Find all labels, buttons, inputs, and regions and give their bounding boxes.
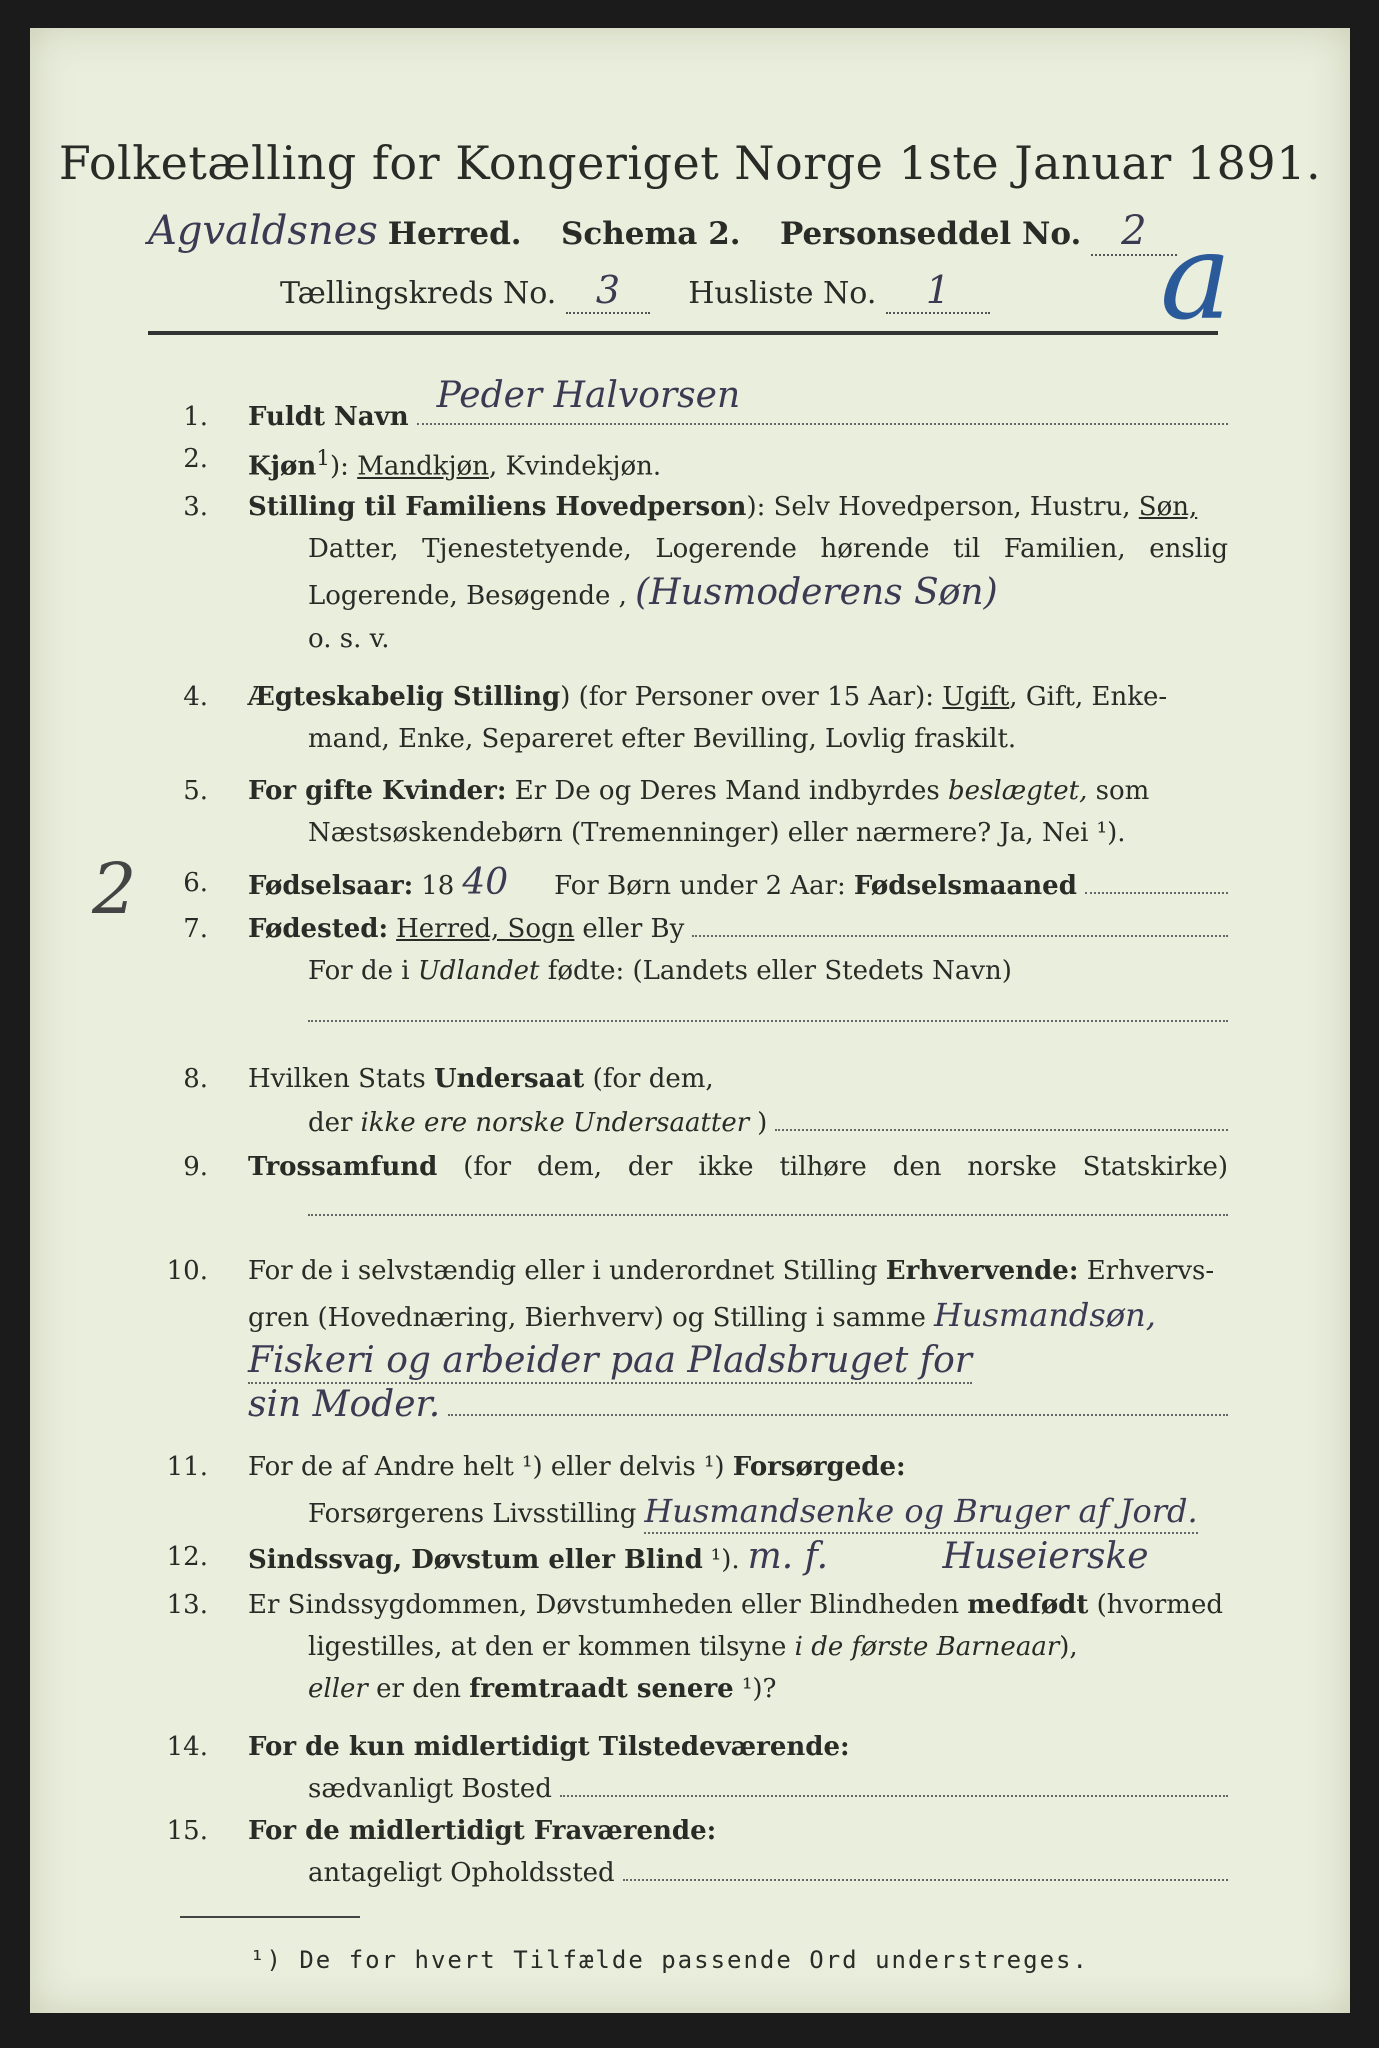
selected-option: Herred, Sogn [396, 914, 575, 944]
item-label: For de midlertidigt Fraværende: [248, 1816, 717, 1846]
item-text: Forsørgerens Livsstilling [308, 1499, 637, 1529]
footnote-ref: 1 [316, 446, 331, 471]
corner-mark: a [1160, 208, 1232, 347]
item-label: Undersaat [433, 1064, 585, 1094]
item-text: For Børn under 2 Aar: [554, 871, 846, 901]
item-label: Kjøn [248, 451, 317, 482]
item-text: Næstsøskendebørn (Tremenninger) eller nærmere? Ja, Nei ¹). [308, 818, 1126, 848]
answer-line [623, 1853, 1228, 1881]
item-text: eller By [582, 914, 685, 944]
item-number: 15. [166, 1816, 208, 1846]
item-label: For de kun midlertidigt Tilstedeværende: [248, 1732, 850, 1762]
item-label: Fødselsaar: [248, 871, 414, 901]
answer-line [775, 1103, 1228, 1131]
answer-line [308, 994, 1228, 1022]
item-number: 7. [183, 914, 208, 944]
occupation-handwritten-1: Husmandsøn, [933, 1296, 1156, 1334]
item-text: ) [757, 1108, 768, 1138]
item-label: Forsørgede: [732, 1452, 906, 1482]
item-number: 14. [166, 1732, 208, 1762]
kreds-label: Tællingskreds No. [280, 276, 557, 311]
personseddel-number: 2 [1091, 208, 1176, 256]
item-text: Logerende, Besøgende , [308, 581, 627, 611]
item-number: 1. [183, 402, 208, 432]
item-text: For de i [308, 956, 410, 986]
item-label: For gifte Kvinder: [248, 776, 507, 806]
schema-label: Schema 2. [560, 216, 741, 252]
header-rule [148, 331, 1218, 335]
item-text: ¹). [710, 1545, 740, 1575]
footnote-rule [180, 1916, 360, 1918]
item-label: Fødested: [248, 914, 389, 944]
item-text: Hvilken Stats [248, 1064, 426, 1094]
item-text: ) (for Personer over 15 Aar): [560, 682, 935, 712]
selected-option: Ugift [942, 682, 1010, 712]
item-number: 12. [166, 1542, 208, 1572]
item-text: fødte: (Landets eller Stedets Navn) [547, 956, 1012, 986]
item-label: Sindssvag, Døvstum eller Blind [248, 1545, 703, 1575]
answer-line [560, 1769, 1228, 1797]
item-text: Datter, Tjenestetyende, Logerende hørende til Familien, enslig [308, 534, 1228, 564]
item-text-italic: Udlandet [417, 956, 540, 986]
item-text-italic: eller [308, 1674, 368, 1704]
item-text: antageligt Opholdssted [308, 1858, 615, 1888]
header-row-kreds [280, 268, 990, 314]
item-text: o. s. v. [308, 624, 390, 654]
selected-option: Søn, [1138, 492, 1198, 522]
occupation-handwritten-2: Fiskeri og arbeider paa Pladsbruget for [248, 1340, 972, 1384]
answer-line [448, 1388, 1228, 1416]
item-number: 4. [183, 682, 208, 712]
margin-note: 2 [92, 848, 137, 930]
item-number: 5. [183, 776, 208, 806]
item-label: Stilling til Familiens Hovedperson [248, 492, 747, 522]
note-handwritten: m. f. Huseierske [747, 1536, 1149, 1577]
item-text: ligestilles, at den er kommen tilsyne [308, 1632, 787, 1662]
selected-option: Mandkjøn [357, 451, 489, 482]
item-label: Fødselsmaaned [853, 871, 1077, 901]
census-form: Folketælling for Kongeriget Norge 1ste Januar 1891. Agvaldsnes Herred. Schema 2. Personseddel No. 2 Tællingskreds No. 3 Husliste No. 1 a 2 1. Fuldt Navn Peder Halvorsen 2. Kjøn$^1$): Mandkjøn, Kvindekjøn. 3. Stilling til Familiens Hovedperson): Selv Hovedperson, Hustru, Søn, Datter, Tjenestetyende, Logerende hørende til Familien, enslig Logerende, Besøgende , (Husmoderens Søn) o. s. v. 4. Ægteskabelig Stilling) (for Personer over 15 Aar): Ugift, Gift, Enke- mand, Enke, Separeret efter Bevilling, Lovlig fraskilt. 5. For gifte Kvinder: Er De og Deres Mand indbyrdes beslægtet, som Næstsøskendebørn (Tremenninger) eller nærmere? Ja, Nei ¹). 6. Fødselsaar: 18 40 For Børn under 2 Aar: Fødselsmaaned 7. Fødested: Herred, Sogn eller By For de i Udlandet fødte: (Landets eller Stedets Navn) 8. Hvilken Stats Undersaat (for dem, der ikke ere norske Undersaatter ) 9. Trossamfund (for dem, der ikke tilhøre den norske Statskirke) 10. For de i selvstændig eller i underordnet Stilling Erhvervende: Erhvervs- gren (Hovednæring, Bierhverv) og Stilling i samme Husmandsøn, Fiskeri og arbeider paa Pladsbruget for sin Moder. 11. For de af Andre helt ¹) eller delvis ¹) Forsørgede: Forsørgerens Livsstilling Husmandsenke og Bruger af Jord. 12. Sindssvag, Døvstum eller Blind ¹). m. f. Huseierske 13. Er Sindssygdommen, Døvstumheden eller Blindheden medfødt (hvormed ligestilles, at den er kommen tilsyne i de første Barneaar), eller er den fremtraadt senere ¹)? 14. For de kun midlertidigt Tilstedeværende: sædvanligt Bosted 15. For de midlertidigt Fraværende: antageligt Opholdssted ¹) De for hvert Tilfælde passende Ord understreges. [30, 28, 1350, 2013]
item-label: fremtraadt senere [469, 1674, 734, 1704]
item-label: Trossamfund [248, 1152, 438, 1182]
item-text-italic: i de første Barneaar [794, 1632, 1060, 1662]
item-text: Er Sindssygdommen, Døvstumheden eller Blindheden [248, 1590, 960, 1620]
item-text-italic: ikke ere norske Undersaatter [360, 1108, 750, 1138]
item-text: (for dem, der ikke tilhøre den norske Statskirke) [463, 1152, 1228, 1182]
occupation-handwritten-3: sin Moder. [248, 1384, 441, 1425]
item-text: ), [1059, 1632, 1078, 1662]
item-text: , Kvindekjøn. [488, 451, 662, 482]
name-handwritten: Peder Halvorsen [436, 375, 741, 416]
item-number: 9. [183, 1152, 208, 1182]
form-title: Folketælling for Kongeriget Norge 1ste Januar 1891. [58, 136, 1322, 190]
answer-line [417, 375, 1228, 425]
item-text: (for dem, [592, 1064, 714, 1094]
item-text: For de i selvstændig eller i underordnet Stilling [248, 1256, 878, 1286]
personseddel-label: Personseddel No. [779, 216, 1082, 252]
answer-line [1085, 866, 1228, 894]
item-number: 11. [166, 1452, 208, 1482]
item-text: ): Selv Hovedperson, Hustru, [746, 492, 1131, 522]
item-text: , Gift, Enke- [1009, 682, 1168, 712]
husliste-label: Husliste No. [688, 276, 877, 311]
item-number: 6. [183, 868, 208, 898]
relation-handwritten: (Husmoderens Søn) [635, 572, 998, 613]
item-label: medfødt [967, 1590, 1089, 1620]
item-label: Erhvervende: [885, 1256, 1079, 1286]
item-text: gren (Hovednæring, Bierhverv) og Stilling i samme [248, 1303, 926, 1333]
item-text: sædvanligt Bosted [308, 1774, 552, 1804]
item-text: For de af Andre helt ¹) eller delvis ¹) [248, 1452, 725, 1482]
kreds-number: 3 [566, 268, 650, 314]
item-label: Fuldt Navn [248, 402, 409, 432]
item-number: 2. [183, 444, 208, 474]
answer-line [692, 909, 1228, 937]
item-number: 3. [183, 492, 208, 522]
item-text: som [1095, 776, 1150, 806]
item-text: er den [376, 1674, 461, 1704]
item-text: Er De og Deres Mand indbyrdes [514, 776, 940, 806]
item-text: mand, Enke, Separeret efter Bevilling, Lovlig fraskilt. [308, 724, 1017, 754]
item-text: Erhvervs- [1086, 1256, 1215, 1286]
header-row-herred [148, 208, 1177, 256]
item-text: ¹)? [741, 1674, 777, 1704]
herred-handwritten: Agvaldsnes [148, 208, 378, 254]
item-text: der [308, 1108, 353, 1138]
item-text-italic: beslægtet, [948, 776, 1088, 806]
item-number: 13. [166, 1590, 208, 1620]
herred-label: Herred. [387, 216, 522, 252]
item-label: Ægteskabelig Stilling [248, 682, 561, 712]
answer-line [308, 1188, 1228, 1216]
year-prefix: 18 [421, 871, 455, 901]
item-text: (hvormed [1096, 1590, 1223, 1620]
provider-handwritten: Husmandsenke og Bruger af Jord. [644, 1490, 1197, 1534]
birth-year-handwritten: 40 [462, 862, 509, 903]
footnote: ¹) De for hvert Tilfælde passende Ord understreges. [250, 1946, 1089, 1974]
item-number: 10. [166, 1256, 208, 1286]
husliste-number: 1 [886, 268, 990, 314]
item-number: 8. [183, 1064, 208, 1094]
